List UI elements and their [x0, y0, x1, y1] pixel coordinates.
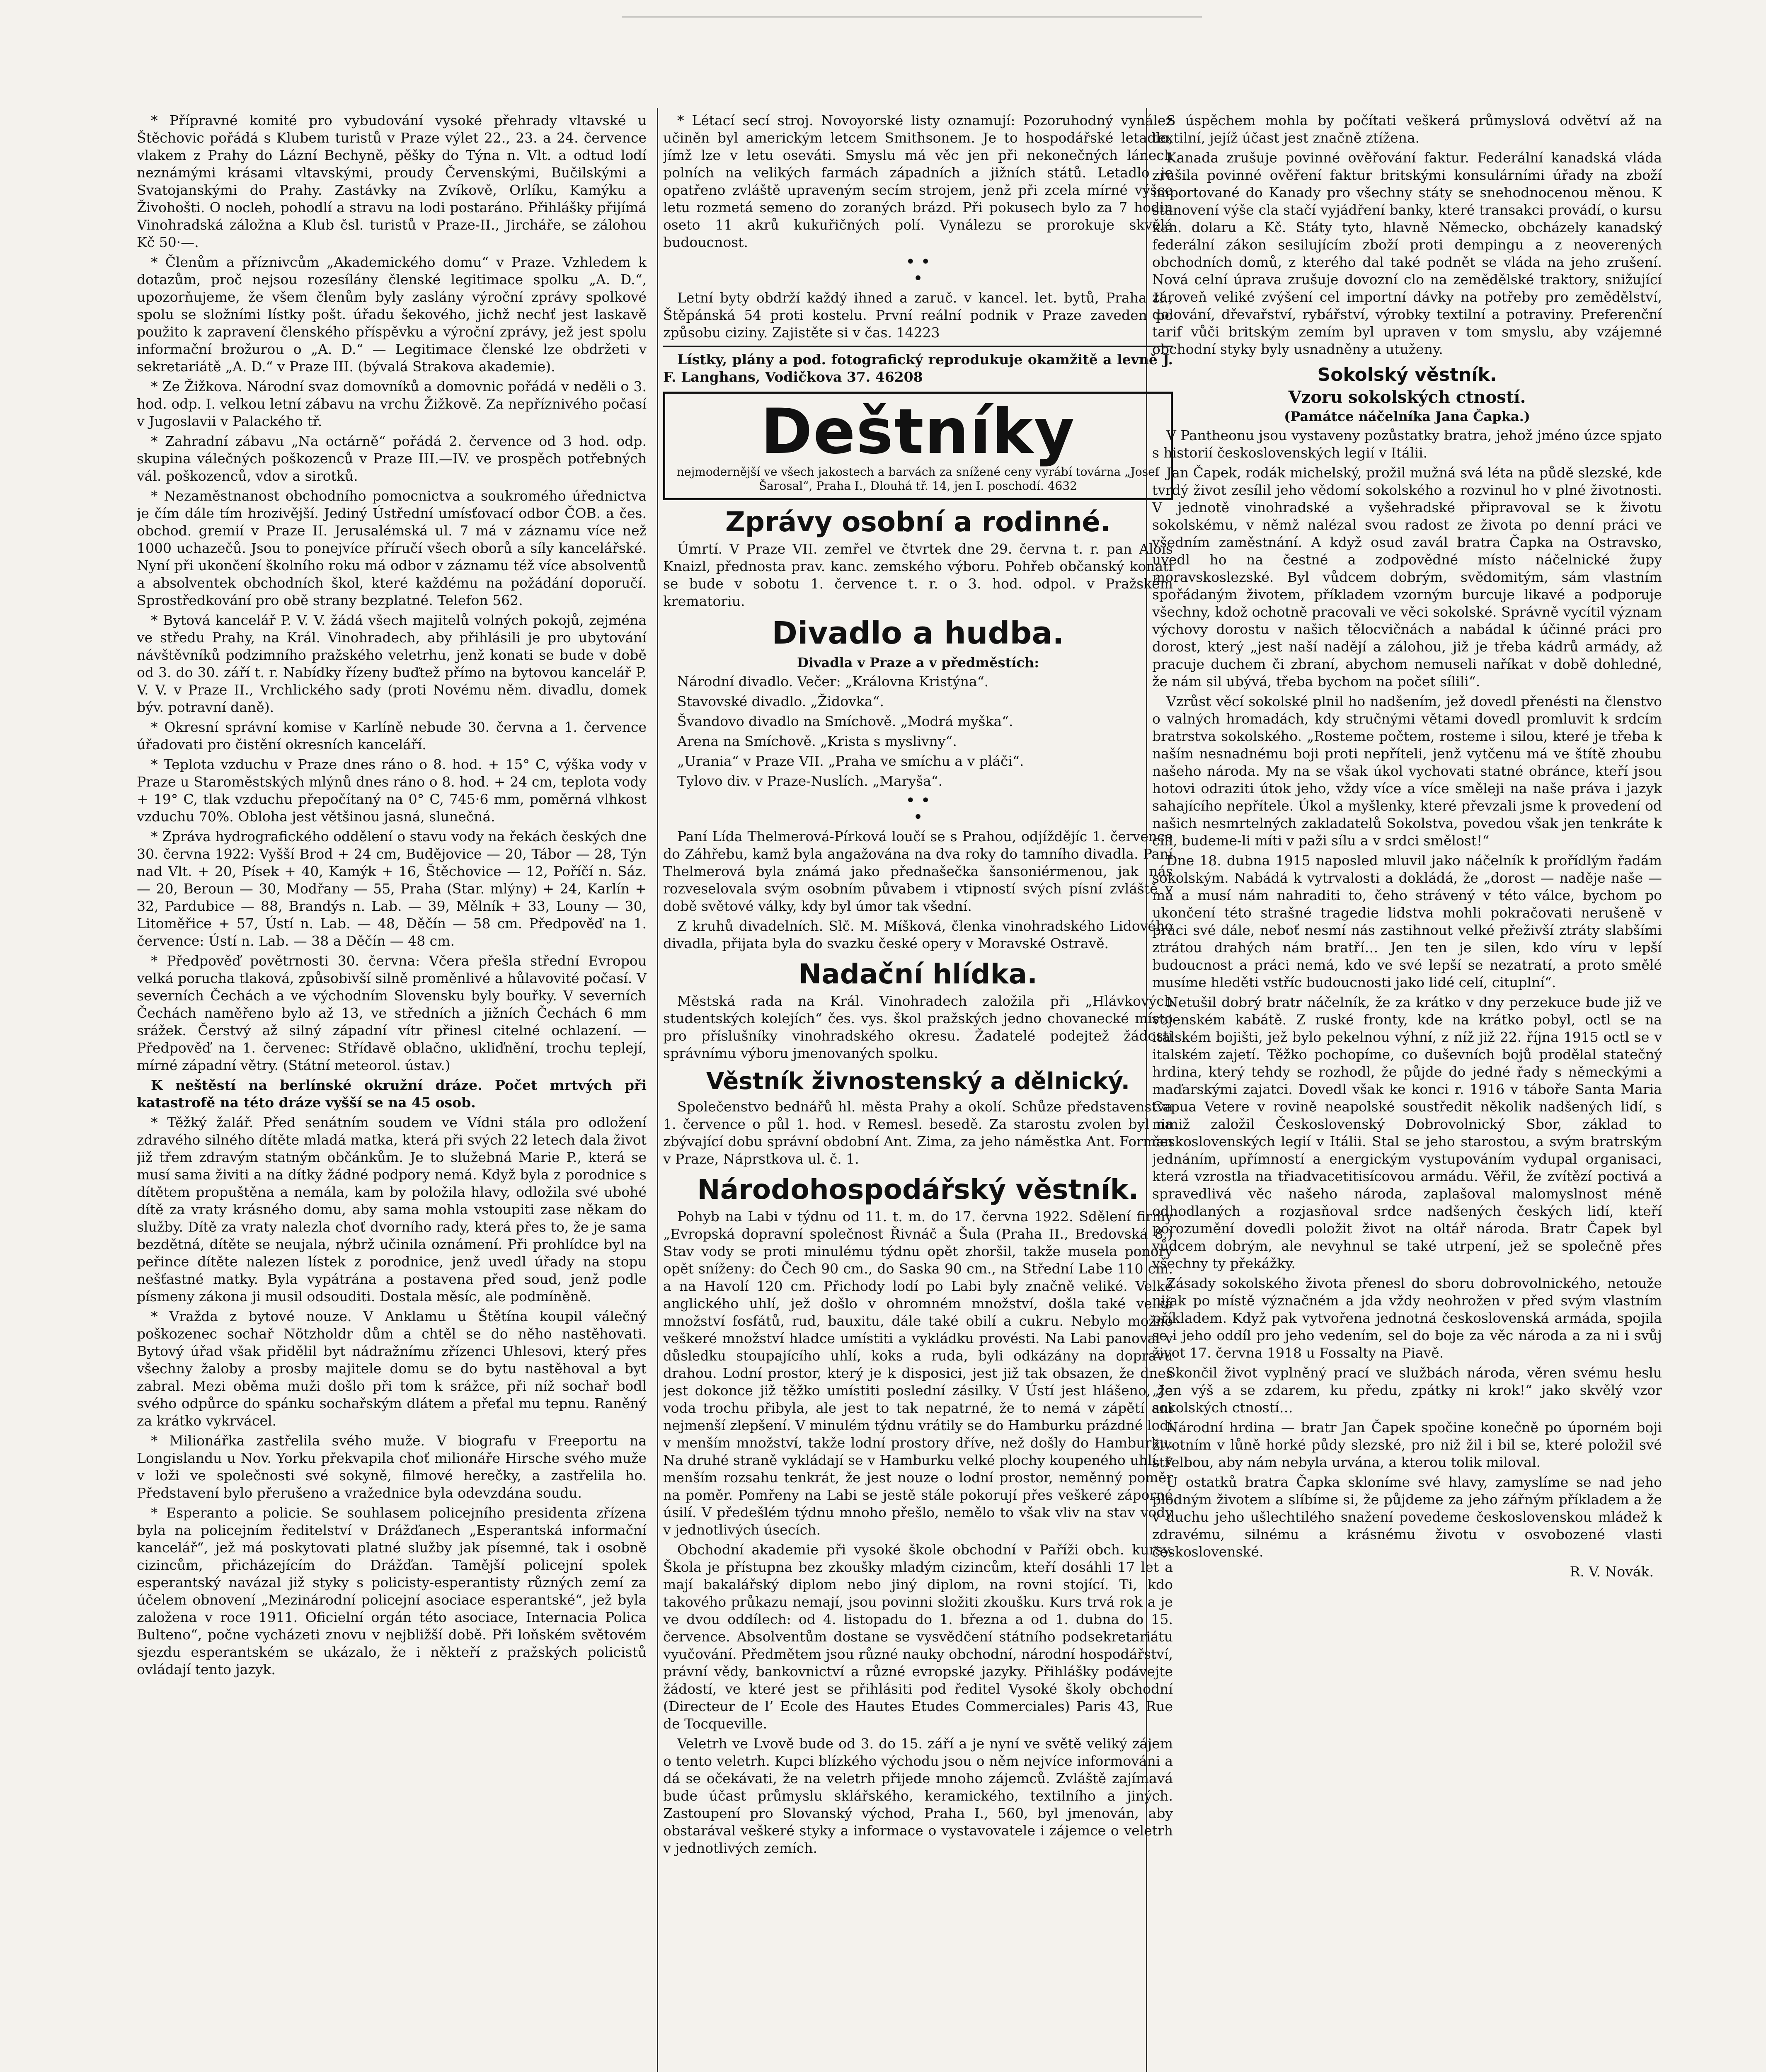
news-item-lviv-fair: Veletrh ve Lvově bude od 3. do 15. září a je nyní ve světě veliký zájem o tento veletrh. Kupci blízkého východu jsou o něm nejvíce informováni a dá se očekávati, že na veletrh přijede mnoho zájemců. Zvláště zajímavá bude účast průmyslu sklářského, keramického, textilního a jiných. Zastoupení pro Slovanský východ, Praha I., 560, byl jmenován, aby obstarával veškeré styky a informace o vystavovatele i zájemce o veletrh v jednotlivých zemích. — [663, 1736, 1173, 1857]
section-heading-economy: Národohospodářský věstník. — [697, 1174, 1139, 1206]
news-item-esperanto: * Esperanto a policie. Se souhlasem policejního presidenta zřízena byla na policejním ředitelství v Drážďanech „Esperantská informační kancelář“, jež má poskytovati platné služby jak písemné, tak i osobně cizincům, přicházejícím do Drážďan. Tamější policejní spolek esperantský navázal již styky s policisty-esperantisty různých zemí za účelem obnovení „Mezinárodní policejní asociace esperantské“, jež byla založena v roce 1911. Oficielní orgán této asociace, Internacia Polica Bulteno“, počne vycházeti znovu v nejbližší době. Při loňském světovém sjezdu esperantském se ukázalo, že i někteří z pražských policistů ovládají tento jazyk. — [137, 1505, 647, 1677]
column-rule-left — [657, 108, 658, 2072]
news-item-zizkov: * Ze Žižkova. Národní svaz domovníků a domovnic pořádá v neděli o 3. hod. odp. I. velkou letní zábavu na vrchu Žižkově. Za nepříznivého počasí v Jugoslavii v Palackého tř. — [137, 378, 647, 429]
sokol-paragraph-2: Jan Čapek, rodák michelský, prožil mužná svá léta na půdě slezské, kde tvrdý život zesílil jeho vědomí sokolského a rozvinul ho v plné životnosti. V jednotě vinohradské a vyšehradské připravoval se k životu sokolskému, v němž nalézal svou radost ze života po denní práci ve všedním zaměstnání. A když osud zavál bratra Čapka na Ostravsko, uvedl ho na čestné a zodpovědné místo náčelnické župy moravskoslezské. Byl vůdcem dobrým, svědomitým, sám vlastním spořádaným životem, příkladem vzorným burcuje likavé a podporuje všechny, kdož ochotně pracovali ve věci sokolské. Správně vycítil význam výchovy dorostu v našich tělocvičnách a nabádal k účinné práci pro dorost, který „jest naší nadějí a zálohou, již je třeba kádrů armády, až pracuje duchem či zbraní, abychom nemuseli naříkat v době dohledné, že nám sil ubývá, třeba bychom na počet sílili“. — [1152, 465, 1662, 690]
sokol-paragraph-8: Národní hrdina — bratr Jan Čapek spočine konečně po úporném boji životním v lůně horké půdy slezské, pro niž žil i bil se, které položil své střelbou, aby nám nebyla urvána, a kterou tolik miloval. — [1152, 1419, 1662, 1471]
news-item-death: Úmrtí. V Praze VII. zemřel ve čtvrtek dne 29. června t. r. pan Alois Knaizl, přednosta prav. kanc. zemského výboru. Pohřeb občanský konati se bude v sobotu 1. července t. r. o 3. hod. odpol. v Pražském krematoriu. — [663, 541, 1173, 610]
news-item-district-commission: * Okresní správní komise v Karlíně nebude 30. června a 1. července úřadovati pro čistění okresních kanceláří. — [137, 719, 647, 753]
umbrella-advertisement — [663, 392, 1173, 500]
section-heading-trade: Věstník živnostenský a dělnický. — [706, 1068, 1130, 1095]
sokol-paragraph-3: Vzrůst věcí sokolské plnil ho nadšením, jež dovedl přenésti na členstvo o valných hromadách, kdy stručnými větami dovedl promluvit k srdcím bratrstva sokolského. „Rosteme počtem, rosteme i silou, které je třeba k naším nesnadnému boji proti nepříteli, jenž vytčenu má ve štítě zhoubu našeho národa. My na se však úkol vychovati statné obránce, kteří jsou hotovi odraziti útok jeho, vždy více a více směleji na naše práva i jazyk sahajícího nepřítele. Úkol a myšlenky, které převzali jsme k provedení od našich nesmrtelných zakladatelů Sokolstva, povedou však jen tenkráte k cíli, budeme-li míti v paži sílu a v srdci smělost!“ — [1152, 693, 1662, 849]
news-item-temperature: * Teplota vzduchu v Praze dnes ráno o 8. hod. + 15° C, výška vody v Praze u Staroměstských mlýnů dnes ráno o 8. hod. + 24 cm, teplota vody + 19° C, tlak vzduchu přepočítaný na 0° C, 745·6 mm, poměrná vlhkost vzduchu 70%. Obloha jest většinou jasná, slunečná. — [137, 756, 647, 825]
news-item-vltava-dam: * Přípravné komité pro vybudování vysoké přehrady vltavské u Štěchovic pořádá s Klubem turistů v Praze výlet 22., 23. a 24. července vlakem z Prahy do Lázní Bechyně, pěšky do Týna n. Vlt. a odtud lodí neznámými krásami vltavskými, proudy Červenskými, Bučilskými a Svatojanskými do Prahy. Zastávky na Zvíkově, Orlíku, Kamýku a Živohošti. O nocleh, pohodlí a stravu na lodi postaráno. Přihlášky přijímá Vinohradská záložna a Klub čsl. turistů v Praze-II., Jircháře, se zálohou Kč 50·—. — [137, 112, 647, 250]
news-item-thelmerova: Paní Lída Thelmerová-Pírková loučí se s Prahou, odjíždějíc 1. července do Záhřebu, kamž byla angažována na dva roky do tamního divadla. Paní Thelmerová byla známá jako přednašečka šansoniérmenou, jak nás rozveselovala svým osobním půvabem i vtipností svých písní zvláště v době světové války, kdy byl úmor tak všední. — [663, 828, 1173, 914]
theatre-listing-arena: Arena na Smíchově. „Krista s myslivny“. — [677, 733, 957, 749]
news-item-industry: S úspěchem mohla by počítati veškerá průmyslová odvětví až na textilní, jejíž účast jest značně ztížena. — [1152, 112, 1662, 146]
news-item-unemployment: * Nezaměstnanost obchodního pomocnictva a soukromého úřednictva je čím dále tím hrozivější. Jediný Ústřední umísťovací odbor ČOB. a čes. obchod. gremií v Praze II. Jerusalémská ul. 7 má v záznamu více než 1000 uchazečů. Jsou to ponejvíce příručí všech oborů a síly kancelářské. Nyní při ukončení školního roku má odbor v záznamu též více absolventů a absolventek obchodních škol, které každému na požádání doporučí. Sprostředkování pro obě strany bezplatné. Telefon 562. — [137, 488, 647, 608]
theatre-listing-national: Národní divadlo. Večer: „Královna Kristýna“. — [677, 673, 989, 690]
news-item-canada: Kanada zrušuje povinné ověřování faktur. Federální kanadská vláda zrušila povinné ověření faktur britskými konsulárními úřady na zboží importované do Kanady pro všechny státy se snehodnocenou měnou. K stanovení výše cla stačí vyjádření banky, které transakci provádí, o kursu kan. dolaru a Kč. Státy tyto, hlavně Německo, obcházely kanadský federální zákon sesilujícím zboží proti dempingu a z neoverených obchodních domů, z kterého dal také podnět se vláda na jeho zrušení. Nová celní úprava zrušuje dovozní clo na zemědělské traktory, snižující zároveň veliké zvýšení cel importní dávky na potřeby pro zemědělství, dolování, dřevařství, rybářství, výrobky textilní a potraviny. Preferenční tarif vůči britským zemím byl upraven v tom smyslu, aby vzájemné obchodní styky byly usnadněny a utuženy. — [1152, 150, 1662, 357]
sokol-subheading: Vzoru sokolských ctností. — [1288, 387, 1526, 407]
ad-text: nejmodernější ve všech jakostech a barvách za snížené ceny vyrábí továrna „Josef Šarosal“, Praha I., Dlouhá tř. 14, jen I. poschodí. 4632 — [676, 465, 1160, 493]
news-item-weather-forecast: * Předpověď povětrnosti 30. června: Včera přešla střední Evropou velká porucha tlaková, způsobivší silně proměnlivé a hůlavovité počasí. V severních Čechách a ve východním Slovensku byly bouřky. V severních Čechách naměřeno bylo až 13, ve středních a jižních Čechách 6 mm srážek. Čerstvý až silný západní vítr přinesl citelné ochlazení. — Předpověď na 1. červenec: Střídavě oblačno, ukliďnění, trochu teplejí, mírné západní větry. (Státní meteorol. ústav.) — [137, 953, 647, 1073]
sokol-paragraph-7: Skončil život vyplněný prací ve službách národa, věren svému heslu „Jen výš a se zdarem, ku předu, zpátky ni krok!“ jako skvělý vzor sokolských ctností… — [1152, 1365, 1662, 1416]
news-item-foundation: Městská rada na Král. Vinohradech založila při „Hlávkových studentských kolejích“ čes. vys. škol pražských jedno chovanecké místo pro příslušníky vinohradského okresu. Žadatelé podejtež žádosti správnímu výboru jmenovaných spolku. — [663, 993, 1173, 1062]
separator: • • • — [906, 252, 930, 288]
news-item-paris-academy: Obchodní akademie při vysoké škole obchodní v Paříži obch. kursy. Škola je přístupna bez zkoušky mladým cizincům, kteří dosáhli 17 let a mají bakalářský diplom nebo jiný diplom, na rovni stojící. Ti, kdo takového průkazu nemají, jsou povinni složiti zkoušku. Kurs trvá rok a je ve dvou oddílech: od 4. listopadu do 1. března a od 1. dubna do 15. července. Absolventům dostane se vysvědčení státního podsekretariátu vyučování. Předmětem jsou různé nauky obchodní, národní hospodářství, právní vědy, bankovnictví a různé evropské jazyky. Přihlášky podávejte žádostí, ve které jest se přihlásiti pod ředitel Vysoké školy obchodní (Directeur de l’ Ecole des Hautes Etudes Commerciales) Paris 43, Rue de Tocqueville. — [663, 1542, 1173, 1732]
sokol-paragraph-6: Zásady sokolského života přenesl do sboru dobrovolnického, netouže nijak po místě význačném a jda vždy neohrožen v před svým vlastním příkladem. Když pak vytvořena jednotná československá armáda, spojila se i jeho oddíl pro jeho vedením, sel do boje za věc národa a za ni i svůj život 17. června 1918 u Fossalty na Piavě. — [1152, 1275, 1662, 1361]
classified-langhans: Lístky, plány a pod. fotografický reprodukuje okamžitě a levně J. F. Langhans, Vodičkova 37. 46208 — [663, 351, 1173, 385]
classified-summer-flats: Letní byty obdrží každý ihned a zaruč. v kancel. let. bytů, Praha II., Štěpánská 54 proti kostelu. První reální podnik v Praze zaveden po způsobu ciziny. Zajistěte si v čas. 14223 — [663, 290, 1173, 341]
news-item-murder: * Vražda z bytové nouze. V Anklamu u Štětína koupil válečný poškozenec sochař Nötzholdr dům a chtěl se do něho nastěhovati. Bytový úřad však přidělil byt nádražnímu zřízenci Uhlesovi, který přes všechny žaloby a prosby majitele domu se do bytu nastěhoval a byt zabral. Mezi oběma muži došlo při tom k srážce, při níž sochař bodl svého odpůrce do spánku sochařským dlátem a přeťal mu tepnu. Raněný za krátko vykrvácel. — [137, 1308, 647, 1429]
sokol-paragraph-5: Netušil dobrý bratr náčelník, že za krátko v dny perzekuce bude již ve vojenském kabátě. Z ruské fronty, kde na krátko pobyl, octl se na italském bojišti, jež bylo pekelnou výhní, z níž již 22. října 1915 octl se v italském zajetí. Těžko pochopíme, co duševních bojů prodělal statečný hrdina, který tehdy se rozhodl, že půjde do jedné řady s německými a maďarskými zajatci. Dovedl však ke konci r. 1916 v táboře Santa Maria Capua Vetere v rovině neapolské soustředit několik nadšených lidí, s nimiž založil Československý Dobrovolnický Sbor, základ to československých legií v Itálii. Stal se jeho starostou, a svým bratrským jednáním, upřímností a energickým vystupováním vydupal organisaci, která vzrostla na třiadvacetitisícovou armádu. Věřil, že zvítězí poctivá a spravedlivá věc našeho národa, zaplašoval malomyslnost méně odhodlaných a rozjasňoval srdce nadšených českých lidí, kteří porozumění dovedli položit život na oltář národa. Bratr Čapek byl vůdcem dobrým, ale nevyhnul se také utrpení, jež se společně přes všechny ty překážky. — [1152, 994, 1662, 1272]
ad-title: Deštníky — [761, 396, 1076, 468]
section-heading-personal: Zprávy osobní a rodinné. — [725, 506, 1111, 538]
theatre-listing-urania: „Urania“ v Praze VII. „Praha ve smíchu a v pláči“. — [677, 753, 1024, 769]
theatre-subheading: Divadla v Praze a v předměstích: — [797, 654, 1039, 670]
sokol-subheading-memorial: (Památce náčelníka Jana Čapka.) — [1284, 409, 1530, 425]
column-middle — [663, 112, 1173, 2072]
author-signature: R. V. Novák. — [1570, 1564, 1654, 1580]
news-item-coopers: Společenstvo bednářů hl. města Prahy a okolí. Schůze představenstva 1. července o půl 1. hod. v Remesl. besedě. Za starostu zvolen byl na zbývající dobu správní obdobní Ant. Zima, za jeho náměstka Ant. Forman v Praze, Náprstkova ul. č. 1. — [663, 1099, 1173, 1167]
news-item-academic-house: * Členům a příznivcům „Akademického domu“ v Praze. Vzhledem k dotazům, proč nejsou rozesílány členské legitimace spolku „A. D.“, upozorňujeme, že všem členům byly zaslány výroční zprávy spolkové spolu se složními lístky pošt. úřadu šekového, jichž nechť jest laskavě použito k zapravení členského příspěvku a výroční zprávy, jež jest spolu informační brožurou o „A. D.“ — Legitimace členské lze obdržeti v sekretariátě „A. D.“ v Praze III. (bývalá Strakova akademie). — [137, 254, 647, 375]
news-item-elbe-traffic: Pohyb na Labi v týdnu od 11. t. m. do 17. června 1922. Sdělení firmy „Evropská dopravní společnost Řivnáč a Šula (Praha II., Bredovská 8.) Stav vody se proti minulému týdnu opět zhoršil, takže musela ponory opět sníženy: do Čech 90 cm., do Saska 90 cm., na Střední Labe 110 cm. a na Havolí 120 cm. Přichody lodí po Labi byly značně veliké. Velké anglického uhlí, jež došlo v ohromném množství, došla také velká množství fosfátů, rud, bauxitu, dále také obilí a cukru. Nebylo možno veškeré množství hladce umístiti a vykládku provésti. Na Labi panoval v důsledku stoupajícího uhlí, koks a ruda, byli odkázány na dopravu drahou. Lodní prostor, který je k disposici, jest již tak obsazen, že dnes jest dokonce již těžko umístiti poslední zásilky. V Ústí jest hlášeno, že voda trochu přibyla, ale jest to tak nepatrné, že to nemá v zápětí ani nejmenší zlepšení. V minulém týdnu vrátily se do Hamburku prázdné lodi v menším množství, takže lodní prostory dříve, než došly do Hamburku. Na druhé straně vykládají se v Hamburku velké plochy koupeného uhlí, v menším rozsahu tenkrát, že jest nouze o lodní prostor, neměnný poměr na poměr. Pomřeny na Labi se jestě stále pokorují přes veškeré záporné úsilí. V předešlém týdnu mnoho přešlo, nemělo to však vliv na stav vody v jednotlivých úsecích. — [663, 1208, 1173, 1538]
news-item-theatre-circles: Z kruhů divadelních. Slč. M. Míšková, členka vinohradského Lidového divadla, přijata byla do svazku české opery v Moravské Ostravě. — [663, 917, 1173, 951]
sokol-paragraph-4: Dne 18. dubna 1915 naposled mluvil jako náčelník k prořídlým řadám sokolským. Nabádá k vytrvalosti a dokládá, že „dorost — naděje naše — má a musí nám nahraditi to, čeho strávený v této válce, bychom po ukončení této strašné tragedie lidstva mohli pokračovati nerušeně v práci své dále, neboť nesmí nás zastihnout velké přeživší ztráty slabšími ztrátou drahých nám bratří… Jen ten je silen, kdo víru v lepší budoucnost a práci nemá, kdo ve své lepší se nezatratí, a proto smělé musíme hleděti vstříc budoucnosti jako lidé celí, cituplní“. — [1152, 852, 1662, 991]
divider — [663, 346, 1173, 347]
theatre-listing-tyl: Tylovo div. v Praze-Nuslích. „Maryša“. — [677, 772, 943, 789]
theatre-listing-estates: Stavovské divadlo. „Židovka“. — [677, 693, 884, 709]
news-item-hard-prison: * Těžký žalář. Před senátním soudem ve Vídni stála pro odložení zdravého silného dítěte mladá matka, která při svých 22 letech dala život již třem zdravým statným občánkům. Je to služebná Marie P., která se musí sama živiti a na dítky žádné podpory nemá. Když byla z porodnice s dítětem propuštěna a nemála, kam by položila hlavy, odložila své ubohé dítě za vraty krásného domu, aby sama mohla vstoupiti zase někam do služby. Dítě za vraty nalezla choť dvorního rady, která přes to, že je sama bezdětná, dítěte se neujala, nýbrž učinila oznámení. Při prohlídce byl na peřince dítěte nalezen lístek z porodnice, jenž uvedl úřady na stopu nešťastné matky. Byla vypátrána a postavena před soud, jenž podle písmeny zákona ji musil odsouditi. Dostala měsíc, ale podmíněně. — [137, 1114, 647, 1305]
section-heading-sokol: Sokolský věstník. — [1317, 364, 1497, 385]
news-item-housing-office: * Bytová kancelář P. V. V. žádá všech majitelů volných pokojů, zejména ve středu Prahy, na Král. Vinohradech, aby přihlásili je pro ubytování návštěvníků podzimního pražského veletrhu, jenž konati se bude v době od 3. do 30. září t. r. Nabídky řízeny buďtež přímo na bytovou kancelář P. V. V. v Praze II., Vrchlického sady (proti Novému něm. divadlu, domek býv. potravní daně). — [137, 612, 647, 715]
news-item-garden-party: * Zahradní zábavu „Na octárně“ pořádá 2. července od 3 hod. odp. skupina válečných poškozenců v Praze III.—IV. ve prospěch potřebných vál. poškozenců, vdov a sirotků. — [137, 433, 647, 484]
news-item-water-levels: * Zpráva hydrografického oddělení o stavu vody na řekách českých dne 30. června 1922: Vyšší Brod + 24 cm, Budějovice — 20, Tábor — 28, Týn nad Vlt. + 20, Písek + 40, Kamýk + 16, Štěchovice — 12, Poříčí n. Sáz. — 20, Beroun — 30, Modřany — 55, Praha (Star. mlýny) + 24, Karlín + 32, Pardubice — 88, Brandýs n. Lab. — 39, Mělník + 33, Louny — 30, Litoměřice + 57, Ústí n. Lab. — 48, Děčín — 58 cm. Předpověď na 1. července: Ústí n. Lab. — 38 a Děčín — 48 cm. — [137, 828, 647, 949]
separator: • • • — [906, 791, 930, 827]
sokol-paragraph-9: U ostatků bratra Čapka skloníme své hlavy, zamyslíme se nad jeho plodným životem a slíbíme si, že půjdeme za jeho zářným příkladem a že v duchu jeho ušlechtilého snažení povedeme československou mládež k zdravému, silnému a krásnému životu v osvobozené vlasti československé. — [1152, 1474, 1662, 1560]
news-item-flying-seeder: * Létací secí stroj. Novoyorské listy oznamují: Pozoruhodný vynález učiněn byl americkým letcem Smithsonem. Je to hospodářské letadlo, jímž lze v letu oseváti. Smyslu má věc jen při nekonečných lánech polních na velikých farmách západních a jižních států. Letadlo je opatřeno zvláště upraveným secím strojem, jenž při zcela mírné výšce letu rozmetá semeno do zoraných brázd. Při pokusech bylo za 7 hodin oseto 11 akrů kukuřičných polí. Vynálezu se prorokuje skvělá budoucnost. — [663, 112, 1173, 250]
column-left — [137, 112, 647, 2072]
section-heading-theatre: Divadlo a hudba. — [772, 615, 1064, 651]
news-item-berlin-accident: K neštěstí na berlínské okružní dráze. Počet mrtvých při katastrofě na této dráze vyšší se na 45 osob. — [137, 1077, 647, 1111]
theatre-listing-svanda: Švandovo divadlo na Smíchově. „Modrá myška“. — [677, 713, 1013, 729]
section-heading-foundation: Nadační hlídka. — [798, 958, 1038, 990]
column-right — [1152, 112, 1662, 2072]
sokol-paragraph-1: V Pantheonu jsou vystaveny pozůstatky bratra, jehož jméno úzce spjato s historií československých legií v Itálii. — [1152, 427, 1662, 461]
news-item-millionaire: * Milionářka zastřelila svého muže. V biografu v Freeportu na Longislandu u Nov. Yorku překvapila choť milionáře Hirsche svého muže v loži ve společnosti své sokyně, filmové herečky, a zastřelila ho. Představení bylo přerušeno a vražednice byla odevzdána soudu. — [137, 1433, 647, 1501]
